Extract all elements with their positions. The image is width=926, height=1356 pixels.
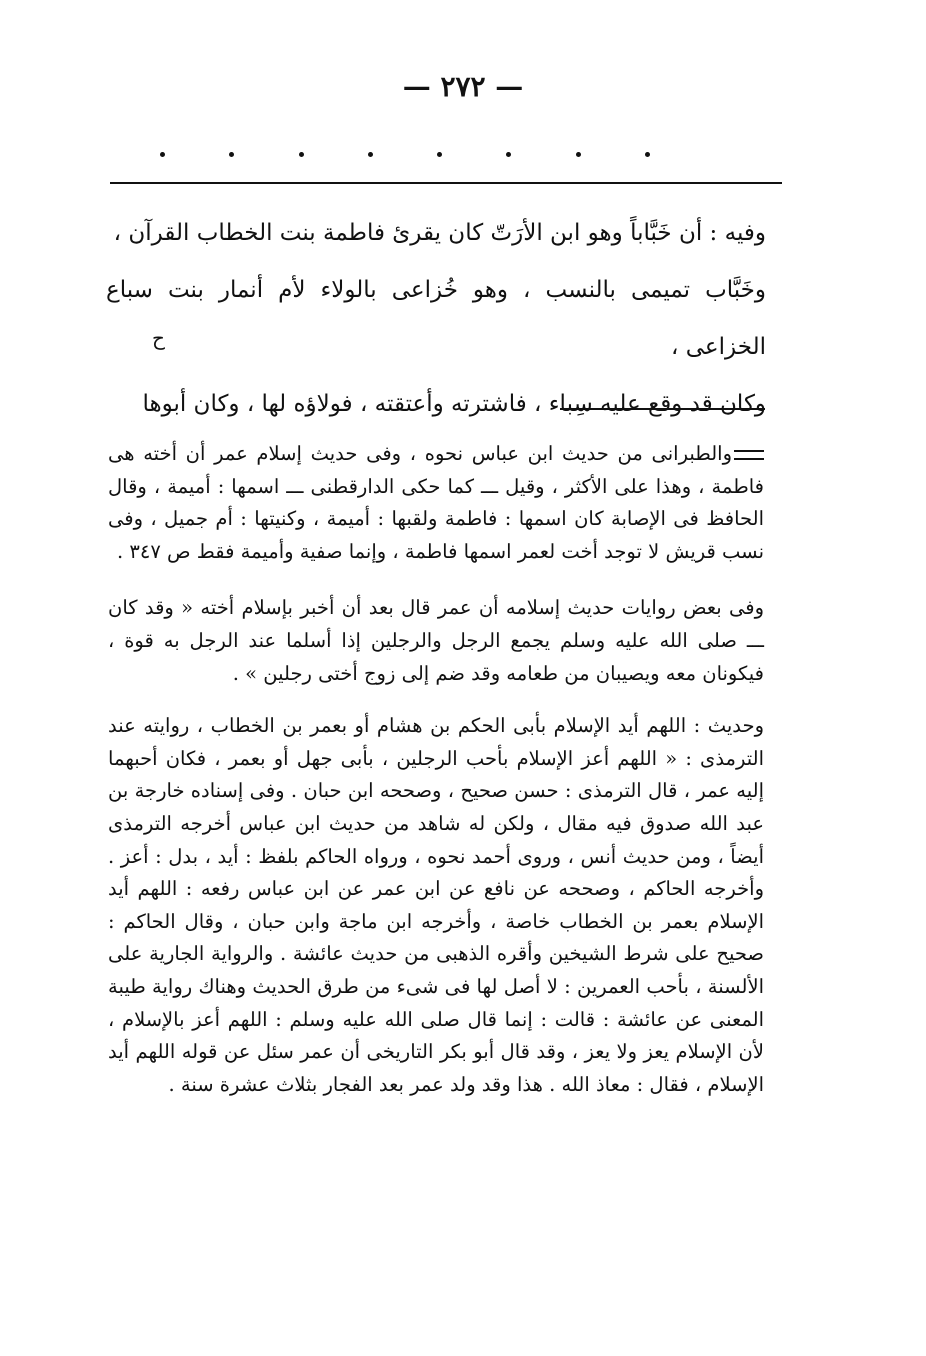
footnote-paragraph: وفى بعض روايات حديث إسلامه أن عمر قال بعد أن أخبر بإسلام أخته « وقد كان ـــ صلى الله عليه وسلم يجمع الرجل والرجلين إذا أسلما عند الرجل به قوة ، فيكونان معه ويصيبان من طعامه وقد ضم إلى زوج أختى رجلين » . [108, 596, 764, 685]
dot [576, 152, 581, 157]
main-line: وخَبَّاب تميمى بالنسب ، وهو خُزاعى بالولاء لأم أنمار بنت سباع الخزاعى ، [106, 277, 766, 360]
footnote-paragraph: وحديث : اللهم أيد الإسلام بأبى الحكم بن هشام أو بعمر بن الخطاب ، روايته عند الترمذى : « اللهم أعز الإسلام بأحب الرجلين ، بأبى جهل أو بعمر ، فكان أحبهما إليه عمر ، قال الترمذى : حسن صحيح ، وصححه ابن حبان . وفى إسناده خارجة بن عبد الله صدوق فيه مقال ، ولكن له شاهد من حديث ابن عباس أخرجه الترمذى أيضاً ، ومن حديث أنس ، وروى أحمد نحوه ، ورواه الحاكم بلفظ : أيد ، بدل : أعز . وأخرجه الحاكم ، وصححه عن نافع عن ابن عمر عن ابن عباس رفعه : اللهم أيد الإسلام بعمر بن الخطاب خاصة ، وأخرجه ابن ماجة وابن حبان ، وقال الحاكم : صحيح على شرط الشيخين وأقره الذهبى من حديث عائشة . والرواية الجارية على الألسنة ، بأحب العمرين : لا أصل لها فى شىء من طرق الحديث وهناك رواية طيبة المعنى عن عائشة : قالت : إنما قال صلى الله عليه وسلم : اللهم أعز بالإسلام ، لأن الإسلام يعز ولا يعز ، وقد قال أبو بكر التاريخى أن عمر سئل عن قوله اللهم أيد الإسلام ، فقال : معاذ الله . هذا وقد ولد عمر بعد الفجار بثلاث عشرة سنة . [108, 714, 764, 1096]
main-line: وكان قد وقع عليه سِباء ، فاشترته وأعتقته ، فولاؤه لها ، وكان أبوها [142, 391, 766, 417]
dot [437, 152, 442, 157]
main-line: وفيه : أن خَبَّاباً وهو ابن الأرَتّ كان يقرئ فاطمة بنت الخطاب القرآن ، [113, 220, 766, 246]
footnote-paragraph [108, 438, 764, 568]
continuation-marker: ح [152, 326, 165, 350]
top-rule [110, 182, 782, 184]
footnotes [108, 438, 764, 1101]
dot [160, 152, 165, 157]
dot [506, 152, 511, 157]
dot [645, 152, 650, 157]
dot [299, 152, 304, 157]
dot [368, 152, 373, 157]
page-number: — ٢٧٢ — [402, 70, 524, 103]
footnote-rule [560, 408, 765, 410]
main-text [106, 205, 766, 433]
dot [229, 152, 234, 157]
dots-separator [160, 152, 650, 157]
footnote-text: والطبرانى من حديث ابن عباس نحوه ، وفى حديث إسلام عمر أن أخته هى فاطمة ، وهذا على الأكثر ، وقيل ـــ كما حكى الدارقطنى ـــ اسمها : أميمة ، وقال الحافظ فى الإصابة كان اسمها : فاطمة ولقبها : أميمة ، وكنيتها : أم جميل ، وفى نسب قريش لا توجد أخت لعمر اسمها فاطمة ، وإنما صفية وأميمة فقط ص ٣٤٧ . [108, 442, 764, 563]
continuation-dash [734, 450, 764, 460]
